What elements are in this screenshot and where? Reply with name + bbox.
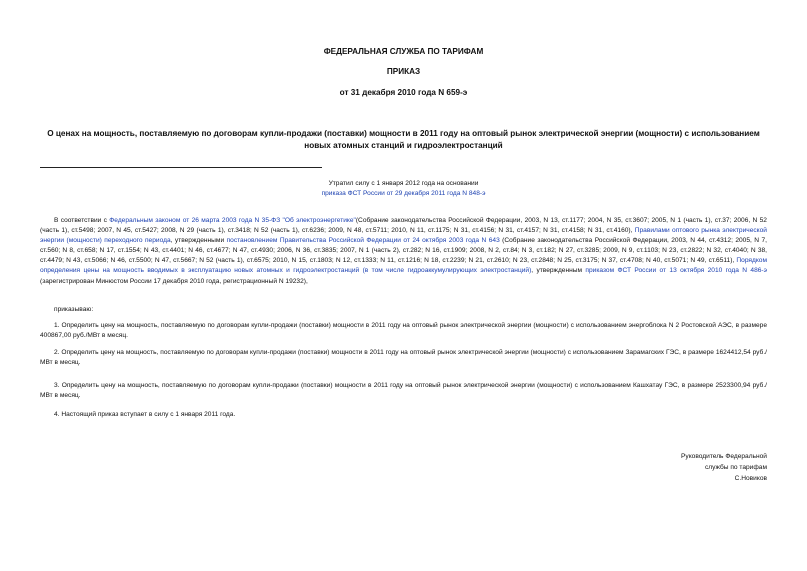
preamble-text-4: (Собрание законодательства Российской Федерации, 2003, N 44, ст.4312; 2005, N 7, ст.560; N 8, ст.658; N 17, ст.1554; N 43, ст.4401; N 46, ст.4677; N 47, ст.4930; 2006, N 36, ст.3835; 2007, N 1 (часть 2), ст.282; N 16, ст.1909; 2008, N 2, ст.84; N 3, ст.182; N 27, ст.3285; 2009, N 9, ст.1103; N 23, ст.2822; N 32, ст.4040; N 38, ст.4479; N 43, ст.5066; N 46, ст.5500; N 47, ст.5667; N 52 (часть 1), ст.6575; 2010, N 15, ст.1803; N 12, ст.1333; N 11, ст.1216; N 18, ст.2239; N 21, ст.2610; N 23, ст.2848; N 25, ст.3175; N 37, ст.4708; N 40, ст.5071; N 49, ст.6511), bbox=[40, 237, 767, 265]
signatory-name: С.Новиков bbox=[734, 475, 767, 482]
status-order-link[interactable]: приказа ФСТ России от 29 декабря 2011 года N 848-э bbox=[321, 190, 486, 197]
order-item-2: 2. Определить цену на мощность, поставляемую по договорам купли-продажи (поставки) мощности в 2011 году на оптовый рынок электрической энергии (мощности) с использованием Зарамагских ГЭС, в размере 1624412,54 руб./МВт в месяц. bbox=[40, 349, 767, 367]
pricing-procedure-link[interactable]: Порядком определения цены на мощность вводимых в эксплуатацию новых атомных и гидроэлектростанций (в том числе гидроаккумулирующих электростанций) bbox=[40, 257, 767, 275]
order-item-3: 3. Определить цену на мощность, поставляемую по договорам купли-продажи (поставки) мощности в 2011 году на оптовый рынок электрической энергии (мощности) с использованием Кашхатау ГЭС, в размере 2523300,94 руб./МВт в месяц. bbox=[40, 382, 767, 400]
order-verb: приказываю: bbox=[54, 306, 94, 313]
signatory-title-line-1: Руководитель Федеральной bbox=[681, 453, 767, 460]
status-note: Утратил силу с 1 января 2012 года на основании bbox=[328, 180, 479, 187]
market-rules-link[interactable]: Правилами оптового рынка электрической энергии (мощности) переходного периода bbox=[40, 227, 767, 245]
title-divider bbox=[40, 167, 322, 168]
preamble-text-1: В соответствии с bbox=[54, 217, 110, 224]
preamble-text-5: , утвержденным bbox=[531, 267, 586, 275]
order-item-4: 4. Настоящий приказ вступает в силу с 1 января 2011 года. bbox=[54, 411, 236, 418]
agency-name: ФЕДЕРАЛЬНАЯ СЛУЖБА ПО ТАРИФАМ bbox=[323, 47, 484, 56]
government-decree-link[interactable]: постановлением Правительства Российской Федерации от 24 октября 2003 года N 643 bbox=[226, 237, 500, 245]
document-title: О ценах на мощность, поставляемую по договорам купли-продажи (поставки) мощности в 2011 году на оптовый рынок электрической энергии (мощности) с использованием новых атомных станций и гидроэлектростанций bbox=[47, 129, 760, 150]
preamble-text-3: , утвержденными bbox=[170, 237, 227, 245]
signatory-title-line-2: службы по тарифам bbox=[704, 464, 767, 471]
document-date-number: от 31 декабря 2010 года N 659-э bbox=[339, 88, 468, 97]
order-item-1: 1. Определить цену на мощность, поставляемую по договорам купли-продажи (поставки) мощности в 2011 году на оптовый рынок электрической энергии (мощности) с использованием энергоблока N 2 Ростовской АЭС, в размере 400867,00 руб./МВт в месяц. bbox=[40, 322, 767, 340]
fst-order-link[interactable]: приказом ФСТ России от 13 октября 2010 года N 486-э bbox=[585, 267, 767, 275]
signature-block bbox=[567, 451, 767, 484]
document-type: ПРИКАЗ bbox=[386, 67, 421, 76]
status-note-link-line bbox=[0, 190, 807, 197]
preamble-text-2: (Собрание законодательства Российской Федерации, 2003, N 13, ст.1177; 2004, N 35, ст.3607; 2005, N 1 (часть 1), ст.37; 2006, N 52 (часть 1), ст.5498; 2007, N 45, ст.5427; 2008, N 29 (часть 1), ст.3418; N 52 (часть 1), ст.6236; 2009, N 48, ст.5711; 2010, N 11, ст.1175; N 31, ст.4156; N 31, ст.4157; N 31, ст.4158; N 31, ст.4160), bbox=[40, 217, 767, 235]
preamble-paragraph bbox=[40, 216, 767, 287]
preamble-text-6: (зарегистрирован Минюстом России 17 декабря 2010 года, регистрационный N 19232), bbox=[40, 277, 308, 285]
federal-law-link[interactable]: Федеральным законом от 26 марта 2003 года N 35-ФЗ "Об электроэнергетике" bbox=[109, 217, 356, 224]
